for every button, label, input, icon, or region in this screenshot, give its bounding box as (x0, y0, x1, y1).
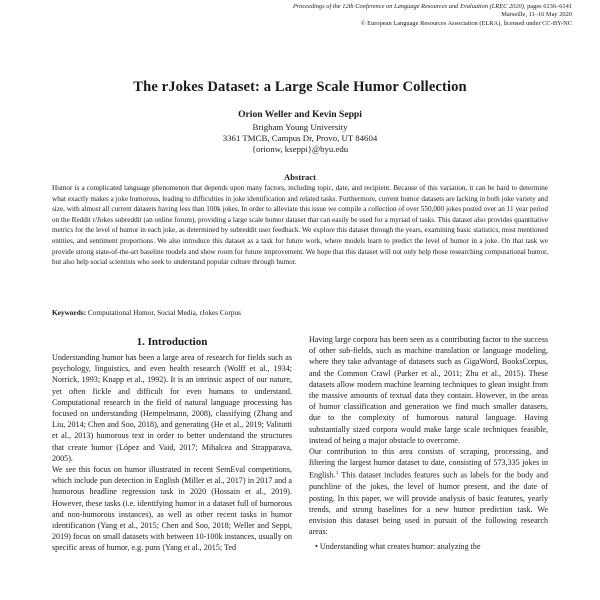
keywords (52, 308, 548, 317)
abstract-text: Humor is a complicated language phenomenon that depends upon many factors, including topic, date, and recipient. Because of this variation, it can be hard to determine what exactly makes a joke humorous, leading to difficulties in joke identification and related tasks. Furthermore, current humor datasets are lacking in both joke variety and size, with almost all current datasets having less than 100k jokes. In order to alleviate this issue we compile a collection of over 550,000 jokes posted over an 11 year period on the Reddit r/Jokes subreddit (an online forum), providing a large scale humor dataset that can easily be used for a myriad of tasks. This dataset also provides quantitative metrics for the level of humor in each joke, as determined by subreddit user feedback. We explore this dataset through the years, examining basic statistics, most mentioned entities, and sentiment proportions. We also introduce this dataset as a task for future work, where models learn to predict the level of humor in a joke. On that task we provide strong state-of-the-art baseline models and show room for future improvement. We hope that this dataset will not only help those researching computational humor, but also help social scientists who seek to understand popular culture through humor. (52, 184, 548, 267)
intro-paragraph-1: Understanding humor has been a large area of research for fields such as psychology, linguistics, and even health research (Wolff et al., 1934; Norrick, 1993; Knapp et al., 1992). It is an intrinsic aspect of our nature, yet often fickle and difficult for even humans to understand. Computational research in the field of natural language processing has focused on understanding (Hempelmann, 2008), classifying (Zhang and Liu, 2014; Chen and Soo, 2018), and generating (He et al., 2019; Valitutti et al., 2013) humorous text in order to better understand the structures that create humor (López and Vaid, 2017; Mihalcea and Strapparava, 2005). (52, 353, 292, 463)
keywords-label: Keywords: (52, 308, 87, 317)
footnote-marker: 1 (335, 470, 339, 477)
proceedings-line-1 (192, 3, 572, 11)
intro-paragraph-4 (309, 446, 548, 537)
proceedings-pages: , pages 6136–6141 (523, 3, 572, 10)
paper-title: The rJokes Dataset: a Large Scale Humor Collection (133, 79, 467, 95)
author-university: Brigham Young University (252, 122, 348, 132)
abstract-heading: Abstract (284, 172, 316, 182)
author-address: 3361 TMCB, Campus Dr, Provo, UT 84604 (222, 133, 378, 143)
proceedings-location: Marseille, 11–16 May 2020 (501, 11, 572, 19)
paper-authors: Orion Weller and Kevin Seppi (238, 109, 362, 120)
contribution-text: Our contribution to this area consists of scraping, processing, and filtering the largest humor dataset to date, consisting of 573,335 jokes in English. (309, 447, 548, 481)
section-heading-introduction: 1. Introduction (136, 336, 208, 348)
right-column (309, 334, 548, 553)
keywords-text: Computational Humor, Social Media, rJokes Corpus (86, 308, 242, 317)
proceedings-title: Proceedings of the 12th Conference on Language Resources and Evaluation (LREC 2020) (292, 3, 524, 10)
research-area-bullet: • Understanding what creates humor: analyzing the (315, 542, 481, 552)
proceedings-license: © European Language Resources Association (ELRA), licensed under CC-BY-NC (360, 19, 572, 27)
proceedings-header (192, 3, 572, 28)
left-column (52, 352, 292, 554)
contribution-text-continued: This dataset includes features such as labels for the body and punchline of the jokes, the level of humor present, and the date of posting. In this paper, we will provide analysis of basic features, yearly trends, and strong baselines for a new humor prediction task. We envision this dataset being used in pursuit of the following research areas: (309, 471, 548, 537)
author-email: {orionw, kseppi}@byu.edu (251, 144, 349, 154)
intro-paragraph-3: Having large corpora has been seen as a contributing factor to the success of other sub-fields, such as machine translation or language modeling, where they take advantage of datasets such as GigaWord, BooksCorpus, and the Common Crawl (Parker et al., 2011; Zhu et al., 2015). These datasets allow modern machine learning techniques to glean insight from the massive amounts of textual data they contain. However, in the areas of humor classification and generation we find much smaller datasets, due to the complexity of humorous natural language. Having substantially sized corpora would make large scale techniques feasible, instead of being a major obstacle to overcome. (309, 335, 548, 445)
intro-paragraph-2: We see this focus on humor illustrated in recent SemEval competitions, which include pun detection in English (Miller et al., 2017) in 2017 and a humorous headline regression task in 2020 (Hossain et al., 2019). However, these tasks (i.e. identifying humor in a dataset full of humorous and non-humorous instances), as well as other recent tasks in humor identification (Yang et al., 2015; Chen and Soo, 2018; Weller and Seppi, 2019) focus on small datasets with between 10-100k instances, usually on specific areas of humor, e.g. puns (Yang et al., 2015; Ted (52, 465, 292, 553)
